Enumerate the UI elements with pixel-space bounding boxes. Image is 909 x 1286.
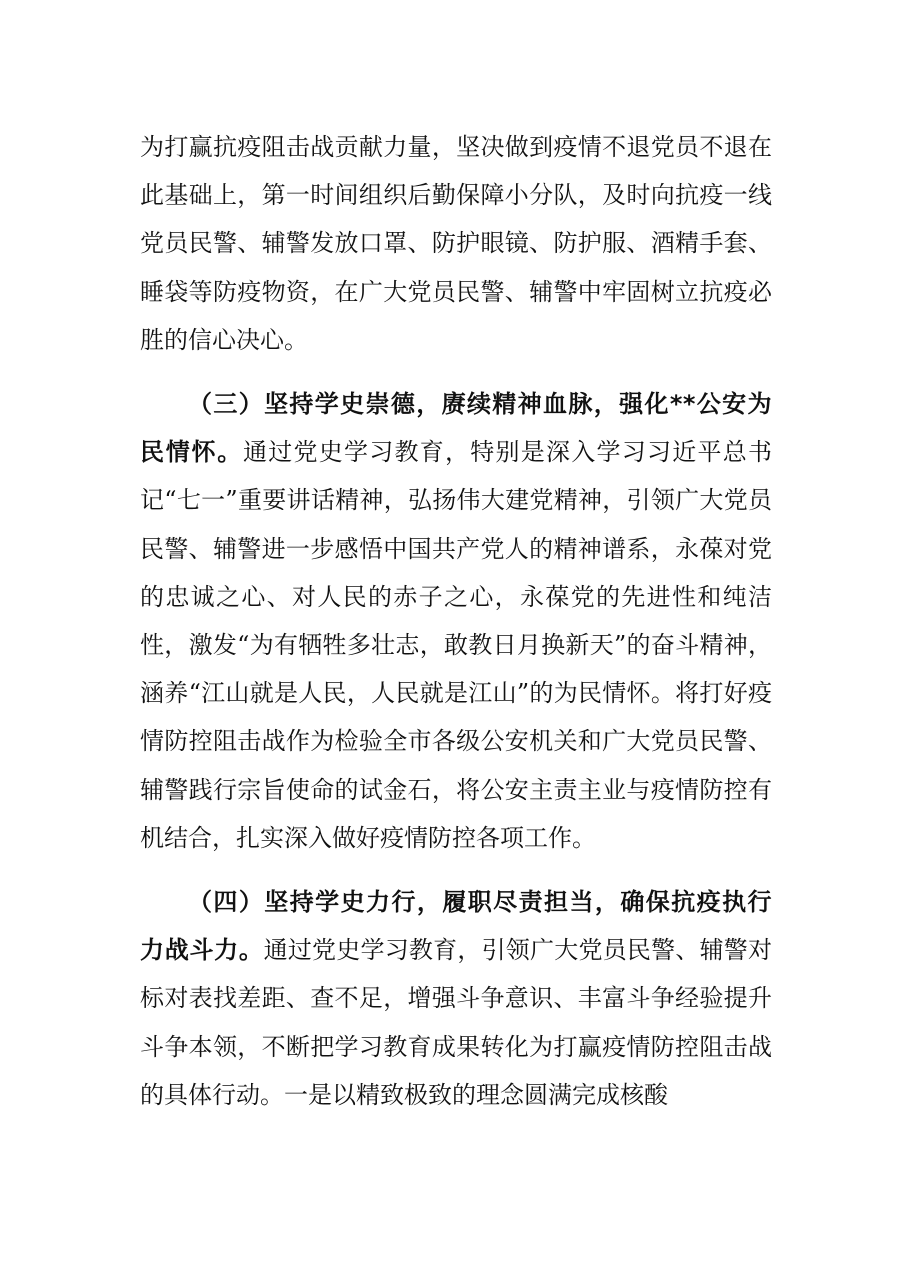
document-page [140,123,772,1119]
section-heading: （三）坚持学史崇德，赓续精神血脉，强化**公安为民情怀。 [140,390,772,467]
paragraph-body: 通过党史学习教育，特别是深入学习习近平总书记“七一”重要讲话精神，弘扬伟大建党精神，引领广大党员民警、辅警进一步感悟中国共产党人的精神谱系，永葆对党的忠诚之心、对人民的赤子之心，永葆党的先进性和纯洁性，激发“为有牺牲多壮志，敢教日月换新天”的奋斗精神，涵养“江山就是人民，人民就是江山”的为民情怀。将打好疫情防控阻击战作为检验全市各级公安机关和广大党员民警、辅警践行宗旨使命的试金石，将公安主责主业与疫情防控有机结合，扎实深入做好疫情防控各项工作。 [140,438,772,852]
paragraph-section-four [140,878,772,1119]
paragraph-body: 为打赢抗疫阻击战贡献力量，坚决做到疫情不退党员不退在此基础上，第一时间组织后勤保障小分队，及时向抗疫一线党员民警、辅警发放口罩、防护眼镜、防护服、酒精手套、睡袋等防疫物资，在广大党员民警、辅警中牢固树立抗疫必胜的信心决心。 [140,133,772,354]
paragraph-section-three [140,380,772,862]
section-heading: （四）坚持学史力行，履职尽责担当，确保抗疫执行力战斗力。 [140,888,772,965]
paragraph-continuation [140,123,772,364]
paragraph-body: 通过党史学习教育，引领广大党员民警、辅警对标对表找差距、查不足，增强斗争意识、丰富斗争经验提升斗争本领，不断把学习教育成果转化为打赢疫情防控阻击战的具体行动。一是以精致极致的理念圆满完成核酸 [140,936,773,1109]
